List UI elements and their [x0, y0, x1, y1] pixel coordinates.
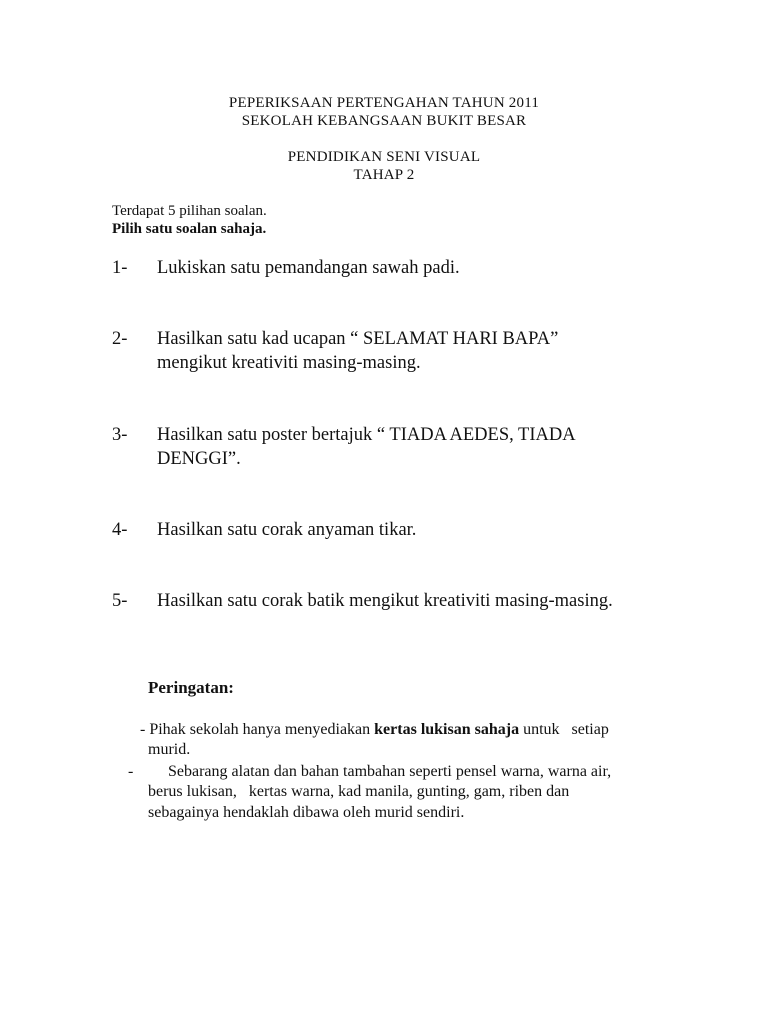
question-text [157, 518, 727, 542]
exam-title: PEPERIKSAAN PERTENGAHAN TAHUN 2011 [228, 95, 540, 111]
question-line: Lukiskan satu pemandangan sawah padi. [157, 258, 460, 278]
question-line: Hasilkan satu poster bertajuk “ TIADA AEDES, TIADA [157, 425, 576, 445]
question-line: DENGGI”. [157, 449, 241, 469]
subject-title: PENDIDIKAN SENI VISUAL [287, 149, 481, 165]
school-name: SEKOLAH KEBANGSAAN BUKIT BESAR [241, 113, 527, 129]
note-emphasis: kertas lukisan sahaja [374, 721, 520, 738]
warning-note-2-dash: - [128, 763, 134, 780]
question-text [157, 423, 727, 471]
warning-note-1 [140, 720, 609, 740]
question-text [157, 256, 727, 280]
warning-title: Peringatan: [148, 678, 234, 697]
instruction-count: Terdapat 5 pilihan soalan. [112, 203, 267, 219]
question-line: mengikut kreativiti masing-masing. [157, 353, 421, 373]
note-text: untuk setiap [519, 721, 609, 738]
warning-note-1-cont: murid. [148, 741, 191, 758]
question-number: 1- [112, 258, 128, 278]
warning-note-2-line2: berus lukisan, kertas warna, kad manila, gunting, gam, riben dan [148, 783, 570, 800]
question-number: 3- [112, 425, 128, 445]
question-text [157, 589, 727, 613]
question-number: 4- [112, 520, 128, 540]
instruction-choose: Pilih satu soalan sahaja. [112, 221, 267, 237]
note-text: - Pihak sekolah hanya menyediakan [140, 721, 375, 738]
question-line: Hasilkan satu corak anyaman tikar. [157, 520, 417, 540]
question-number: 5- [112, 591, 128, 611]
warning-note-2-line3: sebagainya hendaklah dibawa oleh murid sendiri. [148, 804, 465, 821]
level-title: TAHAP 2 [353, 167, 415, 183]
question-text [157, 327, 727, 375]
question-number: 2- [112, 329, 128, 349]
question-line: Hasilkan satu kad ucapan “ SELAMAT HARI BAPA” [157, 329, 559, 349]
warning-note-2-line1: Sebarang alatan dan bahan tambahan seperti pensel warna, warna air, [168, 763, 612, 780]
question-line: Hasilkan satu corak batik mengikut kreativiti masing-masing. [157, 591, 613, 611]
